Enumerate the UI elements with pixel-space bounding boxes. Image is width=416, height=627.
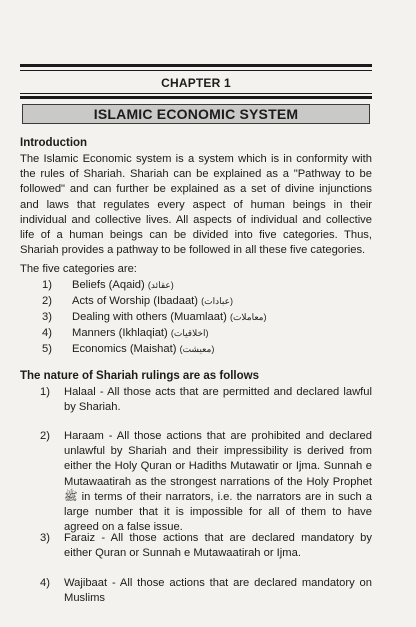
intro-heading: Introduction bbox=[20, 137, 88, 149]
list-urdu: (عقائد) bbox=[147, 280, 174, 290]
ruling-text: Faraiz - All those actions that are declared mandatory by either Quran or Sunnah e Mutawaatirah or Ijma. bbox=[64, 532, 372, 560]
ruling-number: 4) bbox=[40, 577, 50, 589]
list-urdu: (معیشت) bbox=[179, 344, 215, 354]
ruling-item bbox=[40, 385, 372, 415]
list-number: 2) bbox=[42, 295, 52, 307]
list-urdu: (اخلاقیات) bbox=[170, 328, 209, 338]
chapter-rule-thin bbox=[20, 93, 372, 94]
ruling-number: 3) bbox=[40, 532, 50, 544]
ruling-item bbox=[40, 429, 372, 535]
list-label: Economics (Maishat) bbox=[72, 343, 177, 355]
ruling-item bbox=[40, 576, 372, 606]
ruling-item bbox=[40, 531, 372, 561]
categories-lead: The five categories are: bbox=[20, 263, 137, 275]
chapter-title: ISLAMIC ECONOMIC SYSTEM bbox=[22, 104, 370, 124]
ruling-text: Wajibaat - All those actions that are declared mandatory on Muslims bbox=[64, 577, 372, 605]
list-item bbox=[42, 279, 174, 291]
chapter-label: CHAPTER 1 bbox=[161, 76, 231, 90]
chapter-rule-thick bbox=[20, 96, 372, 99]
ruling-number: 1) bbox=[40, 386, 50, 398]
list-label: Acts of Worship (Ibadaat) bbox=[72, 295, 199, 307]
list-urdu: (عبادات) bbox=[201, 296, 233, 306]
ruling-text: Halaal - All those acts that are permitted and declared lawful by Shariah. bbox=[64, 386, 372, 414]
list-urdu: (معاملات) bbox=[229, 312, 267, 322]
list-item bbox=[42, 343, 214, 355]
list-number: 3) bbox=[42, 311, 52, 323]
top-rule-thick bbox=[20, 64, 372, 67]
rulings-heading: The nature of Shariah rulings are as follows bbox=[20, 370, 259, 382]
list-label: Beliefs (Aqaid) bbox=[72, 279, 145, 291]
ruling-number: 2) bbox=[40, 430, 50, 442]
list-item bbox=[42, 311, 267, 323]
list-label: Manners (Ikhlaqiat) bbox=[72, 327, 168, 339]
list-number: 4) bbox=[42, 327, 52, 339]
list-label: Dealing with others (Muamlaat) bbox=[72, 311, 227, 323]
top-rule-thin bbox=[20, 70, 372, 71]
intro-paragraph: The Islamic Economic system is a system which is in conformity with the rules of Shariah. Shariah can be explained as a "Pathway to be followed" and can further be explained as a set of divine injunctions and laws that regulates every aspect of human beings in their individual and collective lives. All aspects of individual and collective life of a human beings can be divided into five categories. Thus, Shariah provides a pathway to be followed in all these five categories. bbox=[20, 153, 372, 257]
list-item bbox=[42, 327, 209, 339]
ruling-text: Haraam - All those actions that are prohibited and declared unlawful by Shariah and their impressibility is derived from either the Holy Quran or Hadiths Mutawatir or Ijma. Sunnah e Mutawaatirah as the strongest narrations of the Holy Prophet ﷺ in terms of their narrators, i.e. the narrators are in such a large number that it is impossible for all of them to have agreed on a false issue. bbox=[64, 430, 372, 534]
list-number: 5) bbox=[42, 343, 52, 355]
list-item bbox=[42, 295, 233, 307]
list-number: 1) bbox=[42, 279, 52, 291]
